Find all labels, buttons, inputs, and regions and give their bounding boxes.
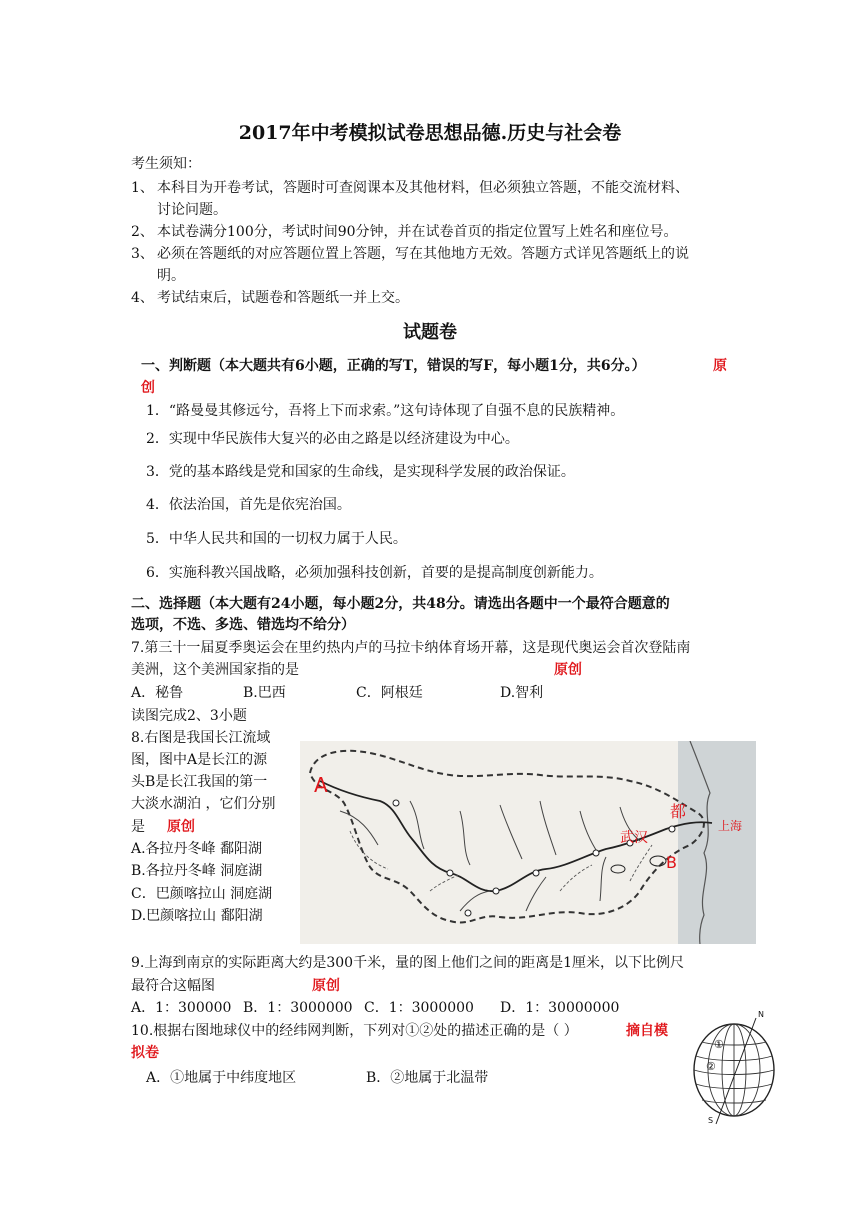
globe-figure [686, 1012, 780, 1130]
tf-question-6: 6．实施科教兴国战略，必须加强科技创新，首要的是提高制度创新能力。 [146, 565, 603, 581]
tf-question-3: 3．党的基本路线是党和国家的生命线，是实现科学发展的政治保证。 [146, 464, 575, 480]
q7-option-a: A．秘鲁 [131, 685, 184, 701]
globe-south-label: S [708, 1116, 714, 1125]
yangtze-basin-map-drawing [300, 741, 756, 944]
q10-source-tag-b: 拟卷 [131, 1045, 159, 1061]
tf-question-4: 4．依法治国，首先是依宪治国。 [146, 497, 351, 513]
q7-option-c: C．阿根廷 [356, 685, 423, 701]
q10-source-tag-a: 摘自模 [626, 1023, 668, 1039]
notice-item-2-num: 2、 [131, 224, 154, 240]
q8-option-b: B.各拉丹冬峰 洞庭湖 [131, 863, 263, 879]
notice-item-3-line-2: 明。 [157, 268, 185, 284]
notice-item-1-line-1: 本科目为开卷考试，答题时可查阅课本及其他材料，但必须独立答题，不能交流材料、 [157, 180, 689, 196]
part1-original-tag-a: 原 [713, 358, 727, 374]
yangtze-basin-map [300, 741, 756, 944]
notice-item-2-line-1: 本试卷满分100分，考试时间90分钟，并在试卷首页的指定位置写上姓名和座位号。 [157, 224, 678, 240]
q8-option-d: D.巴颜喀拉山 鄱阳湖 [131, 908, 263, 924]
map-label-a: A [314, 773, 328, 797]
globe-north-label: N [758, 1010, 764, 1019]
globe-mark-1: ① [714, 1038, 724, 1051]
notice-item-4-num: 4、 [131, 290, 154, 306]
q7-line-1: 7.第三十一届夏季奥运会在里约热内卢的马拉卡纳体育场开幕，这是现代奥运会首次登陆南 [131, 640, 691, 656]
q9-line-2: 最符合这幅图 [131, 978, 215, 994]
q9-option-a: A．1：300000 [131, 1000, 232, 1016]
q9-option-b: B．1：3000000 [243, 1000, 353, 1016]
q10-option-b: B．②地属于北温带 [366, 1070, 489, 1086]
q9-option-c: C．1：3000000 [364, 1000, 474, 1016]
q8-line-2: 图，图中A是长江的源 [131, 752, 268, 768]
read-map-instruction: 读图完成2、3小题 [131, 708, 247, 724]
globe-mark-2: ② [706, 1060, 716, 1073]
tf-question-5: 5．中华人民共和国的一切权力属于人民。 [146, 531, 407, 547]
tf-question-1: 1．“路曼曼其修远兮，吾将上下而求索。”这句诗体现了自强不息的民族精神。 [146, 403, 625, 419]
map-handwritten-2: 武汉 [620, 830, 648, 846]
map-handwritten-3: 上海 [718, 819, 743, 833]
q9-original-tag: 原创 [312, 978, 340, 994]
q10-line-1: 10.根据右图地球仪中的经纬网判断，下列对①②处的描述正确的是（ ） [131, 1023, 578, 1039]
notice-heading: 考生须知： [131, 156, 201, 172]
notice-item-1-num: 1、 [131, 180, 154, 196]
q9-option-d: D．1：30000000 [500, 1000, 620, 1016]
q8-line-4: 大淡水湖泊 ，它们分别 [131, 796, 276, 812]
q8-line-1: 8.右图是我国长江流域 [131, 730, 271, 746]
q7-line-2: 美洲，这个美洲国家指的是 [131, 662, 299, 678]
part1-heading: 一、判断题（本大题共有6小题，正确的写T，错误的写F，每小题1分，共6分。） [141, 358, 646, 374]
tf-question-2: 2．实现中华民族伟大复兴的必由之路是以经济建设为中心。 [146, 431, 519, 447]
q8-option-c: C．巴颜喀拉山 洞庭湖 [131, 886, 273, 902]
notice-item-3-line-1: 必须在答题纸的对应答题位置上答题，写在其他地方无效。答题方式详见答题纸上的说 [157, 246, 689, 262]
globe-drawing [686, 1012, 780, 1130]
map-label-b: B [666, 853, 677, 872]
notice-item-3-num: 3、 [131, 246, 154, 262]
q8-line-5: 是 [131, 819, 145, 835]
q9-line-1: 9.上海到南京的实际距离大约是300千米，量的图上他们之间的距离是1厘米，以下比例尺 [131, 955, 684, 971]
q10-option-a: A．①地属于中纬度地区 [146, 1070, 297, 1086]
exam-title: 2017年中考模拟试卷思想品德.历史与社会卷 [238, 122, 622, 144]
section-title: 试题卷 [403, 322, 457, 343]
part2-heading-line-1: 二、选择题（本大题有24小题，每小题2分，共48分。请选出各题中一个最符合题意的 [131, 596, 670, 612]
q8-line-3: 头B是长江我国的第一 [131, 774, 268, 790]
q7-original-tag: 原创 [554, 662, 582, 678]
map-handwritten-1: 都 [670, 802, 687, 821]
notice-item-1-line-2: 讨论问题。 [157, 202, 227, 218]
notice-item-4-line-1: 考试结束后，试题卷和答题纸一并上交。 [157, 290, 409, 306]
q7-option-d: D.智利 [500, 685, 544, 701]
part1-original-tag-b: 创 [141, 380, 155, 396]
q8-original-tag: 原创 [167, 819, 195, 835]
q8-option-a: A.各拉丹冬峰 鄱阳湖 [131, 841, 263, 857]
part2-heading-line-2: 选项，不选、多选、错选均不给分） [131, 617, 355, 633]
q7-option-b: B.巴西 [243, 685, 286, 701]
